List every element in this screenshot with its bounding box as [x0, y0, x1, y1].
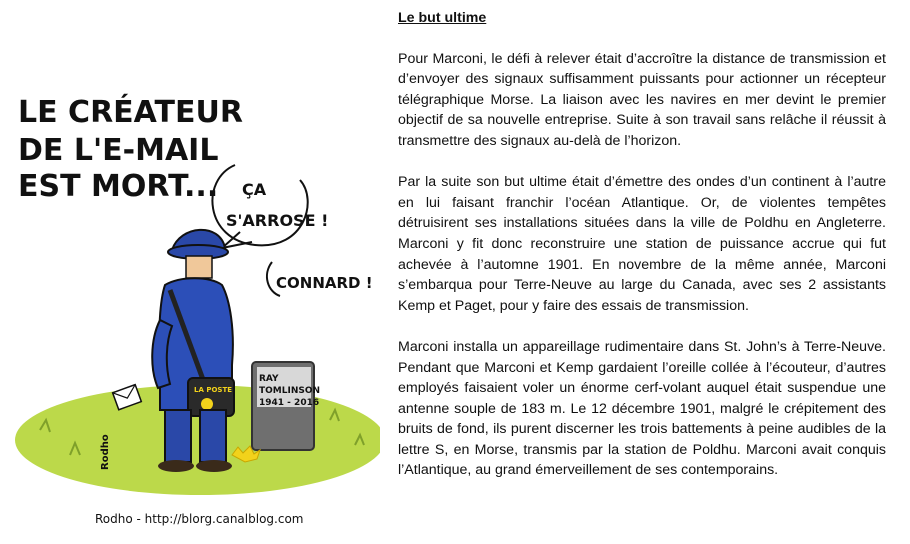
bubble-1-line-2: S'ARROSE !	[226, 211, 329, 230]
article-paragraph-3: Marconi installa un appareillage rudimentaire dans St. John’s à Terre-Neuve. Pendant que Marconi et Kemp gardaient l’oreille collée à l’écouteur, d’autres employés faisaient voler un énorme cerf-volant auquel était suspendue une antenne souple de 183 m. Le 12 décembre 1901, malgré le crépitement des bruits de fond, ils purent discerner les trois battements à peine audibles de la lettre S, en Morse, transmis par la station de Poldhu. Marconi avait conquis l’Atlantique, au grand émerveillement de ses contemporains.	[398, 338, 886, 479]
bubble-1-line-1: ÇA	[242, 180, 267, 199]
cartoon-drawing	[0, 0, 380, 520]
cartoon	[0, 0, 380, 520]
tombstone-line-2: TOMLINSON	[259, 386, 321, 396]
article-paragraph-1: Pour Marconi, le défi à relever était d’accroître la distance de transmission et d’envoyer des signaux suffisamment puissants pour actionner un récepteur télégraphique Morse. La liaison avec les navires en mer devint le premier objectif de sa nouvelle entreprise. Suite à son travail sans relâche il réussit à transmettre des signaux au-delà de l’horizon.	[398, 50, 886, 149]
headline-line-2: DE L'E-MAIL	[18, 133, 219, 168]
cartoon-signature: Rodho	[100, 434, 111, 470]
headline-line-3: EST MORT...	[18, 169, 219, 204]
article	[398, 8, 886, 502]
article-title: Le but ultime	[398, 10, 487, 26]
tombstone-line-3: 1941 - 2016	[259, 398, 320, 408]
image-caption: Rodho - http://blorg.canalblog.com	[95, 512, 304, 526]
bubble-2-text: CONNARD !	[276, 274, 373, 292]
la-poste-logo-icon	[201, 398, 213, 410]
headline-line-1: LE CRÉATEUR	[18, 95, 243, 130]
tombstone-line-1: RAY	[259, 374, 279, 384]
article-paragraph-2: Par la suite son but ultime était d’émettre des ondes d’un continent à l’autre en lui faisant franchir l’océan Atlantique. Or, de violentes tempêtes détruisirent ses installations situées dans la ville de Poldhu en Angleterre. Marconi y fit donc reconstruire une station de puissance accrue qui fut achevée à l’automne 1901. En novembre de la même année, Marconi s’embarqua pour Terre-Neuve au large du Canada, avec ses 2 assistants Kemp et Paget, pour y faire des essais de transmission.	[398, 174, 886, 314]
bag-label: LA POSTE	[194, 386, 232, 394]
speech-bubble-1	[212, 165, 307, 245]
